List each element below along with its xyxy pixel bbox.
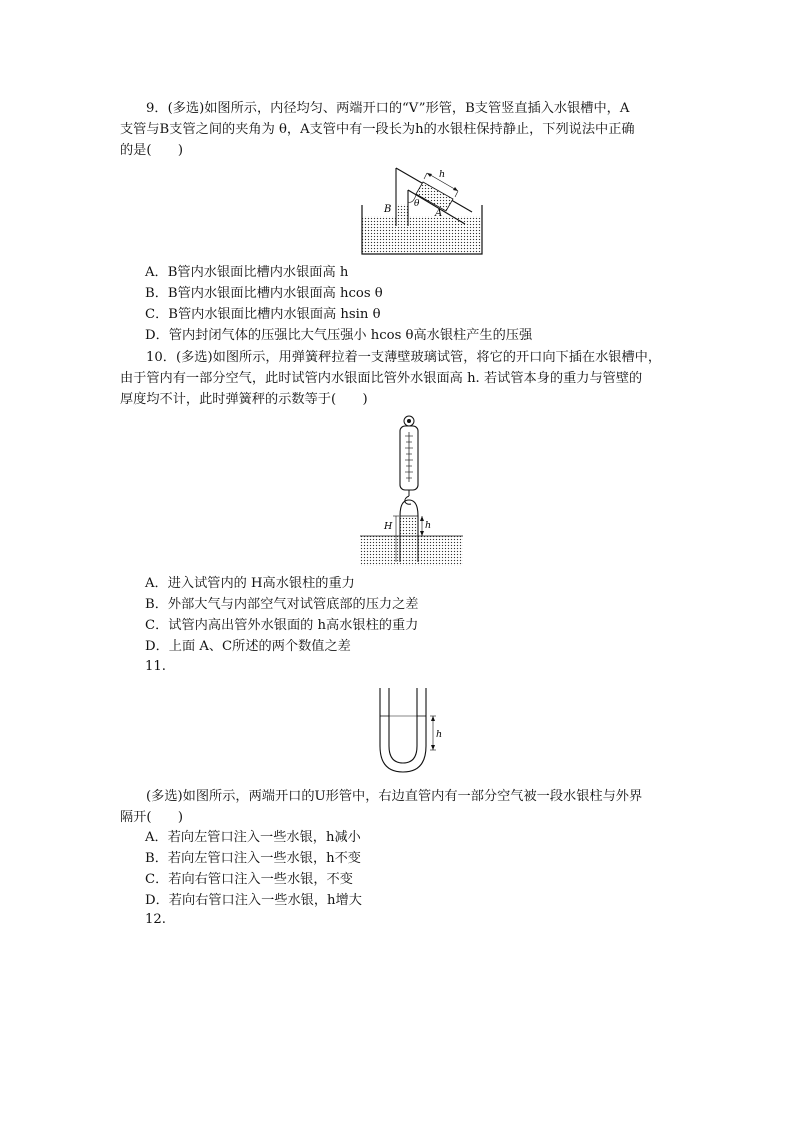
q11-number: 11. bbox=[145, 659, 166, 674]
q12-number: 12. bbox=[145, 912, 166, 927]
q11-stem-line-1: (多选)如图所示，两端开口的U形管中，右边直管内有一部分空气被一段水银柱与外界 bbox=[146, 789, 643, 804]
q11-option-c: C．若向右管口注入一些水银，不变 bbox=[145, 872, 353, 887]
q11-option-a: A．若向左管口注入一些水银，h减小 bbox=[145, 830, 361, 845]
q9-stem-line-2: 支管与B支管之间的夹角为 θ，A支管中有一段长为h的水银柱保持静止，下列说法中正确 bbox=[120, 122, 635, 137]
q11-u-tube-figure bbox=[374, 686, 454, 776]
q9-v-tube-figure bbox=[355, 160, 490, 260]
q10-label-H: H bbox=[384, 521, 393, 532]
q10-label-h: h bbox=[425, 520, 432, 531]
q9-label-a: A bbox=[435, 208, 443, 219]
q11-option-d: D．若向右管口注入一些水银，h增大 bbox=[145, 893, 362, 908]
q9-stem-line-3: 的是( ) bbox=[120, 143, 184, 158]
q10-option-a: A．进入试管内的 H高水银柱的重力 bbox=[145, 576, 355, 591]
q9-option-a: A．B管内水银面比槽内水银面高 h bbox=[145, 265, 349, 280]
q9-label-b: B bbox=[384, 204, 392, 215]
q10-option-c: C．试管内高出管外水银面的 h高水银柱的重力 bbox=[145, 618, 419, 633]
q9-label-h: h bbox=[439, 169, 446, 180]
q9-option-b: B．B管内水银面比槽内水银面高 hcos θ bbox=[145, 286, 383, 301]
q11-label-h: h bbox=[436, 729, 443, 740]
q9-option-c: C．B管内水银面比槽内水银面高 hsin θ bbox=[145, 307, 381, 322]
q9-label-theta: θ bbox=[414, 199, 420, 209]
q10-option-b: B．外部大气与内部空气对试管底部的压力之差 bbox=[145, 597, 419, 612]
q10-spring-scale-figure bbox=[360, 412, 465, 570]
q11-option-b: B．若向左管口注入一些水银，h不变 bbox=[145, 851, 361, 866]
q9-stem-line-1: 9．(多选)如图所示，内径均匀、两端开口的“V”形管，B支管竖直插入水银槽中，A bbox=[146, 101, 630, 116]
q10-stem-line-3: 厚度均不计，此时弹簧秤的示数等于( ) bbox=[120, 392, 368, 407]
q11-stem-line-2: 隔开( ) bbox=[120, 810, 184, 825]
q10-stem-line-2: 由于管内有一部分空气，此时试管内水银面比管外水银面高 h. 若试管本身的重力与管壁的 bbox=[120, 371, 643, 386]
q10-option-d: D．上面 A、C所述的两个数值之差 bbox=[145, 639, 351, 654]
q10-stem-line-1: 10．(多选)如图所示，用弹簧秤拉着一支薄壁玻璃试管，将它的开口向下插在水银槽中， bbox=[146, 350, 662, 365]
q9-option-d: D．管内封闭气体的压强比大气压强小 hcos θ高水银柱产生的压强 bbox=[145, 328, 533, 343]
